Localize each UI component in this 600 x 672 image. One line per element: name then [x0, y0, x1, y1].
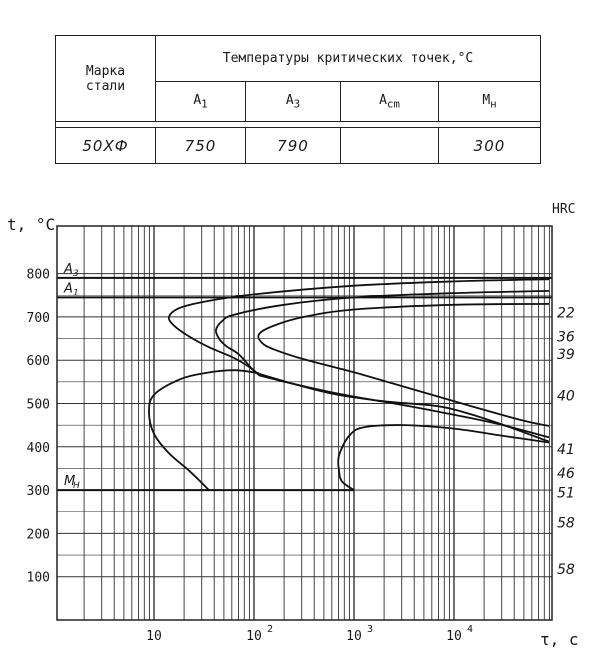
curve-bottom-bay	[338, 425, 549, 490]
x-tick-labels	[146, 624, 473, 644]
plot-frame	[57, 226, 552, 620]
col-mn-header: $M_н$	[439, 82, 541, 122]
hrc-value: 58	[557, 515, 575, 532]
hline-label-A1: A	[64, 281, 73, 297]
hrc-values	[557, 306, 575, 578]
hline-label-Mn: M	[64, 474, 76, 490]
col-acm-header: $A_{cm}$	[341, 82, 439, 122]
hrc-value: 40	[557, 388, 575, 405]
hrc-value: 51	[557, 485, 575, 502]
x-tick-label: 10	[346, 629, 362, 644]
a1-value-cell: 750	[156, 128, 246, 164]
y-tick-label: 600	[26, 354, 50, 370]
y-tick-label: 200	[26, 527, 50, 543]
hline-label-sub-A3: 3	[73, 268, 79, 279]
grid	[57, 226, 552, 620]
x-tick-label: 10	[246, 629, 262, 644]
curve-ferrite-start	[169, 279, 549, 375]
hrc-axis-label: HRC	[552, 202, 576, 217]
y-tick-label: 500	[26, 397, 50, 413]
hrc-value: 22	[557, 305, 575, 322]
hrc-value: 41	[557, 441, 575, 458]
steel-grade-header: Марка стали	[56, 36, 156, 122]
x-tick-exponent: 3	[367, 624, 374, 635]
hline-label-sub-Mn: H	[73, 481, 80, 492]
hline-label-A3: A	[64, 261, 73, 277]
hrc-value: 58	[557, 561, 575, 578]
critical-lines	[57, 262, 552, 491]
x-tick-exponent: 4	[467, 624, 474, 635]
col-a3-header: $A_3$	[246, 82, 341, 122]
y-axis-label: t, °C	[7, 215, 56, 234]
curve-bainite-start	[149, 370, 259, 490]
a3-value-cell: 790	[246, 128, 341, 164]
hrc-value: 36	[557, 329, 575, 346]
y-tick-label: 700	[26, 310, 50, 326]
y-tick-label: 100	[26, 570, 50, 586]
x-axis-label: τ, с	[540, 630, 579, 649]
y-tick-label: 300	[26, 484, 50, 500]
y-tick-label: 400	[26, 440, 50, 456]
hrc-value: 39	[557, 347, 575, 364]
x-tick-label: 10	[146, 629, 162, 644]
hrc-value: 46	[557, 465, 575, 482]
critical-temps-header: Температуры критических точек,°C	[156, 36, 541, 82]
steel-grade-cell: 50ХФ	[56, 128, 156, 164]
hline-label-sub-A1: 1	[73, 288, 79, 299]
curve-bainite-end	[259, 375, 549, 437]
y-tick-labels	[27, 268, 50, 586]
x-tick-exponent: 2	[267, 624, 274, 635]
x-tick-label: 10	[446, 629, 462, 644]
y-tick-label: 800	[26, 267, 50, 283]
col-a1-header: $A_1$	[156, 82, 246, 122]
mn-value-cell: 300	[439, 128, 541, 164]
